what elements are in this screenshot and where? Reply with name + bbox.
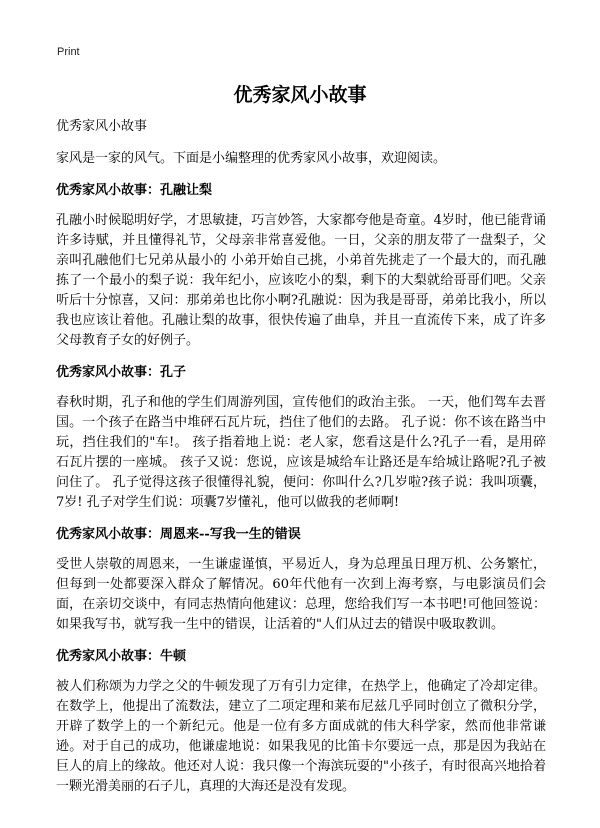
section-heading: 优秀家风小故事：周恩来--写我一生的错误 — [56, 527, 301, 542]
article-intro: 家风是一家的风气。下面是小编整理的优秀家风小故事，欢迎阅读。 — [56, 151, 447, 166]
section-body: 受世人崇敬的周恩来，一生谦虚谨慎，平易近人，身为总理虽日理万机、公务繁忙，但每到一处都要深入群众了解情况。60年代他有一次到上海考察，与电影演员们会面，在亲切交谈中，有同志热情向他建议：总理，您给我们写一本书吧!可他回签说：如果我写书，就写我一生中的错误，让活着的"人们从过去的错误中吸取教训。 — [56, 557, 546, 632]
article-content — [56, 118, 546, 810]
article-subtitle: 优秀家风小故事 — [56, 119, 148, 134]
section-body: 被人们称颂为力学之父的牛顿发现了万有引力定律，在热学上，他确定了冷却定律。在数学上，他提出了流数法，建立了二项定理和莱布尼兹几乎同时创立了微积分学，开辟了数学上的一个新纪元。他是一位有多方面成就的伟大科学家，然而他非常谦逊。对于自己的成功，他谦虚地说：如果我见的比笛卡尔要远一点，那是因为我站在巨人的肩上的缘故。他还对人说：我只像一个海滨玩耍的"小孩子，有时很高兴地拾着一颗光滑美丽的石子儿，真理的大海还是没有发现。 — [56, 679, 546, 794]
page-title: 优秀家风小故事 — [233, 84, 367, 106]
print-link[interactable]: Print — [57, 46, 80, 58]
section-heading: 优秀家风小故事：牛顿 — [56, 649, 187, 664]
story-section-newton — [56, 648, 546, 797]
story-section-kong-rong — [56, 182, 546, 351]
section-body: 孔融小时候聪明好学，才思敏捷，巧言妙答，大家都夸他是奇童。4岁时，他已能背诵许多诗赋，并且懂得礼节，父母亲非常喜爱他。一日，父亲的朋友带了一盘梨子，父亲叫孔融他们七兄弟从最小的 小弟开始自己挑，小弟首先挑走了一个最大的，而孔融拣了一个最小的梨子说：我年纪小，应该吃小的梨，剩下的大梨就给哥哥们吧。父亲听后十分惊喜，又问：那弟弟也比你小啊?孔融说：因为我是哥哥，弟弟比我小，所以我也应该让着他。孔融让梨的故事，很快传遍了曲阜，并且一直流传下来，成了许多父母教育子女的好例子。 — [56, 213, 546, 348]
section-heading: 优秀家风小故事：孔融让梨 — [56, 183, 213, 198]
story-section-zhou-enlai — [56, 526, 546, 635]
section-heading: 优秀家风小故事：孔子 — [56, 365, 187, 380]
section-body: 春秋时期，孔子和他的学生们周游列国，宣传他们的政治主张。 一天，他们驾车去晋国。一个孩子在路当中堆砰石瓦片玩，挡住了他们的去路。 孔子说：你不该在路当中玩，挡住我们的"车!。 孩子指着地上说：老人家，您看这是什么?孔子一看，是用碎石瓦片摆的一座城。 孩子又说：您说，应该是城给车让路还是车给城让路呢?孔子被问住了。 孔子觉得这孩子很懂得礼貌，便问：你叫什么?几岁啦?孩子说：我叫项囊，7岁! 孔子对学生们说：项囊7岁懂礼，他可以做我的老师啊! — [56, 395, 546, 510]
story-section-confucius — [56, 364, 546, 513]
